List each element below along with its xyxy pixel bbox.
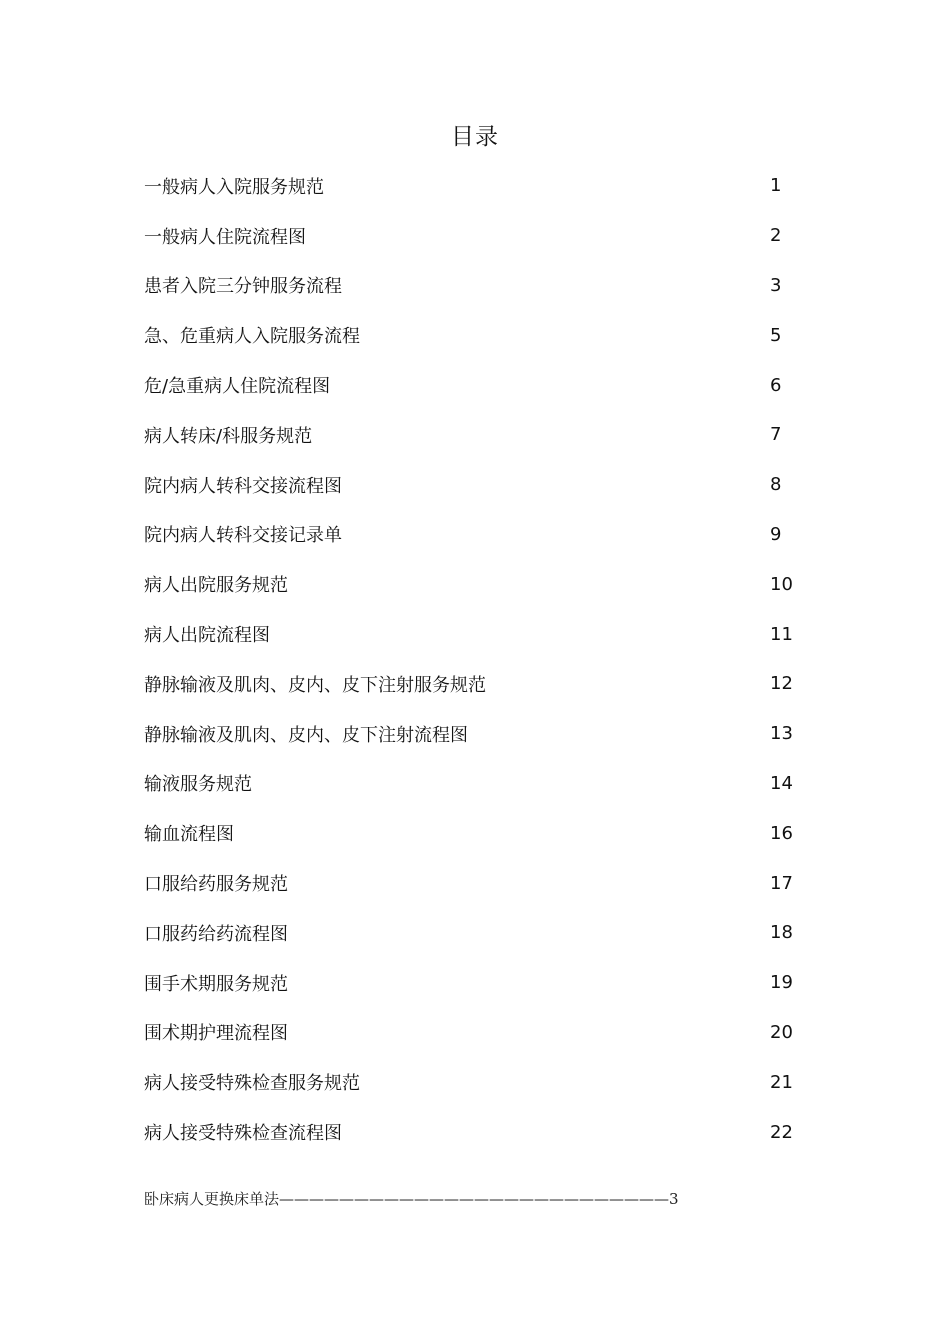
toc-entry — [144, 510, 794, 560]
toc-entry — [144, 858, 794, 908]
toc-entry-label: 急、危重病人入院服务流程 — [144, 326, 360, 348]
toc-entry — [144, 310, 794, 360]
toc-entry — [144, 360, 794, 410]
toc-entry — [144, 609, 794, 659]
toc-entry-page: 9 — [770, 523, 782, 545]
toc-entry-page: 14 — [770, 772, 793, 794]
toc-entry — [144, 958, 794, 1008]
toc-entry-page: 22 — [770, 1121, 793, 1143]
toc-list — [144, 161, 794, 1157]
toc-entry-page: 10 — [770, 573, 793, 595]
toc-entry-label: 口服给药服务规范 — [144, 874, 288, 896]
toc-entry-label: 患者入院三分钟服务流程 — [144, 276, 342, 298]
toc-entry-label: 输液服务规范 — [144, 774, 252, 796]
toc-entry — [144, 1107, 794, 1157]
toc-entry — [144, 759, 794, 809]
toc-entry — [144, 211, 794, 261]
toc-entry-label: 危/急重病人住院流程图 — [144, 376, 331, 398]
toc-entry — [144, 709, 794, 759]
toc-entry-page: 12 — [770, 673, 793, 695]
toc-entry-page: 7 — [770, 424, 782, 446]
toc-entry — [144, 161, 794, 211]
toc-entry-page: 17 — [770, 872, 793, 894]
toc-entry — [144, 261, 794, 311]
toc-entry-page: 16 — [770, 822, 793, 844]
toc-entry — [144, 659, 794, 709]
toc-entry-label: 病人转床/科服务规范 — [144, 425, 313, 447]
toc-entry — [144, 410, 794, 460]
toc-entry-page: 11 — [770, 623, 793, 645]
toc-entry-page: 2 — [770, 225, 782, 247]
toc-entry — [144, 808, 794, 858]
toc-entry-page: 1 — [770, 175, 782, 197]
toc-entry-label: 病人接受特殊检查流程图 — [144, 1123, 342, 1145]
toc-entry — [144, 908, 794, 958]
toc-entry-label: 病人接受特殊检查服务规范 — [144, 1073, 360, 1095]
toc-entry — [144, 1008, 794, 1058]
toc-entry-label: 输血流程图 — [144, 824, 234, 846]
toc-entry-page: 3 — [770, 274, 782, 296]
toc-entry-page: 19 — [770, 972, 793, 994]
toc-entry-page: 20 — [770, 1021, 793, 1043]
toc-entry-page: 5 — [770, 324, 782, 346]
toc-entry-label: 围手术期服务规范 — [144, 973, 288, 995]
toc-entry-label: 静脉输液及肌肉、皮内、皮下注射流程图 — [144, 724, 468, 746]
toc-entry-page: 13 — [770, 723, 793, 745]
toc-entry — [144, 1057, 794, 1107]
toc-entry-page: 21 — [770, 1071, 793, 1093]
toc-entry-label: 口服药给药流程图 — [144, 923, 288, 945]
toc-entry — [144, 460, 794, 510]
toc-entry-label: 一般病人住院流程图 — [144, 226, 306, 248]
toc-entry-page: 6 — [770, 374, 782, 396]
toc-dashed-entry: 卧床病人更换床单法——————————————————————————3 — [144, 1190, 679, 1208]
toc-entry-label: 一般病人入院服务规范 — [144, 176, 324, 198]
toc-entry-label: 院内病人转科交接记录单 — [144, 525, 342, 547]
toc-entry-label: 院内病人转科交接流程图 — [144, 475, 342, 497]
toc-entry-label: 静脉输液及肌肉、皮内、皮下注射服务规范 — [144, 674, 486, 696]
toc-entry — [144, 559, 794, 609]
toc-entry-label: 围术期护理流程图 — [144, 1023, 288, 1045]
toc-entry-label: 病人出院服务规范 — [144, 575, 288, 597]
toc-title: 目录 — [451, 124, 499, 150]
toc-entry-page: 8 — [770, 474, 782, 496]
toc-entry-page: 18 — [770, 922, 793, 944]
toc-entry-label: 病人出院流程图 — [144, 625, 270, 647]
